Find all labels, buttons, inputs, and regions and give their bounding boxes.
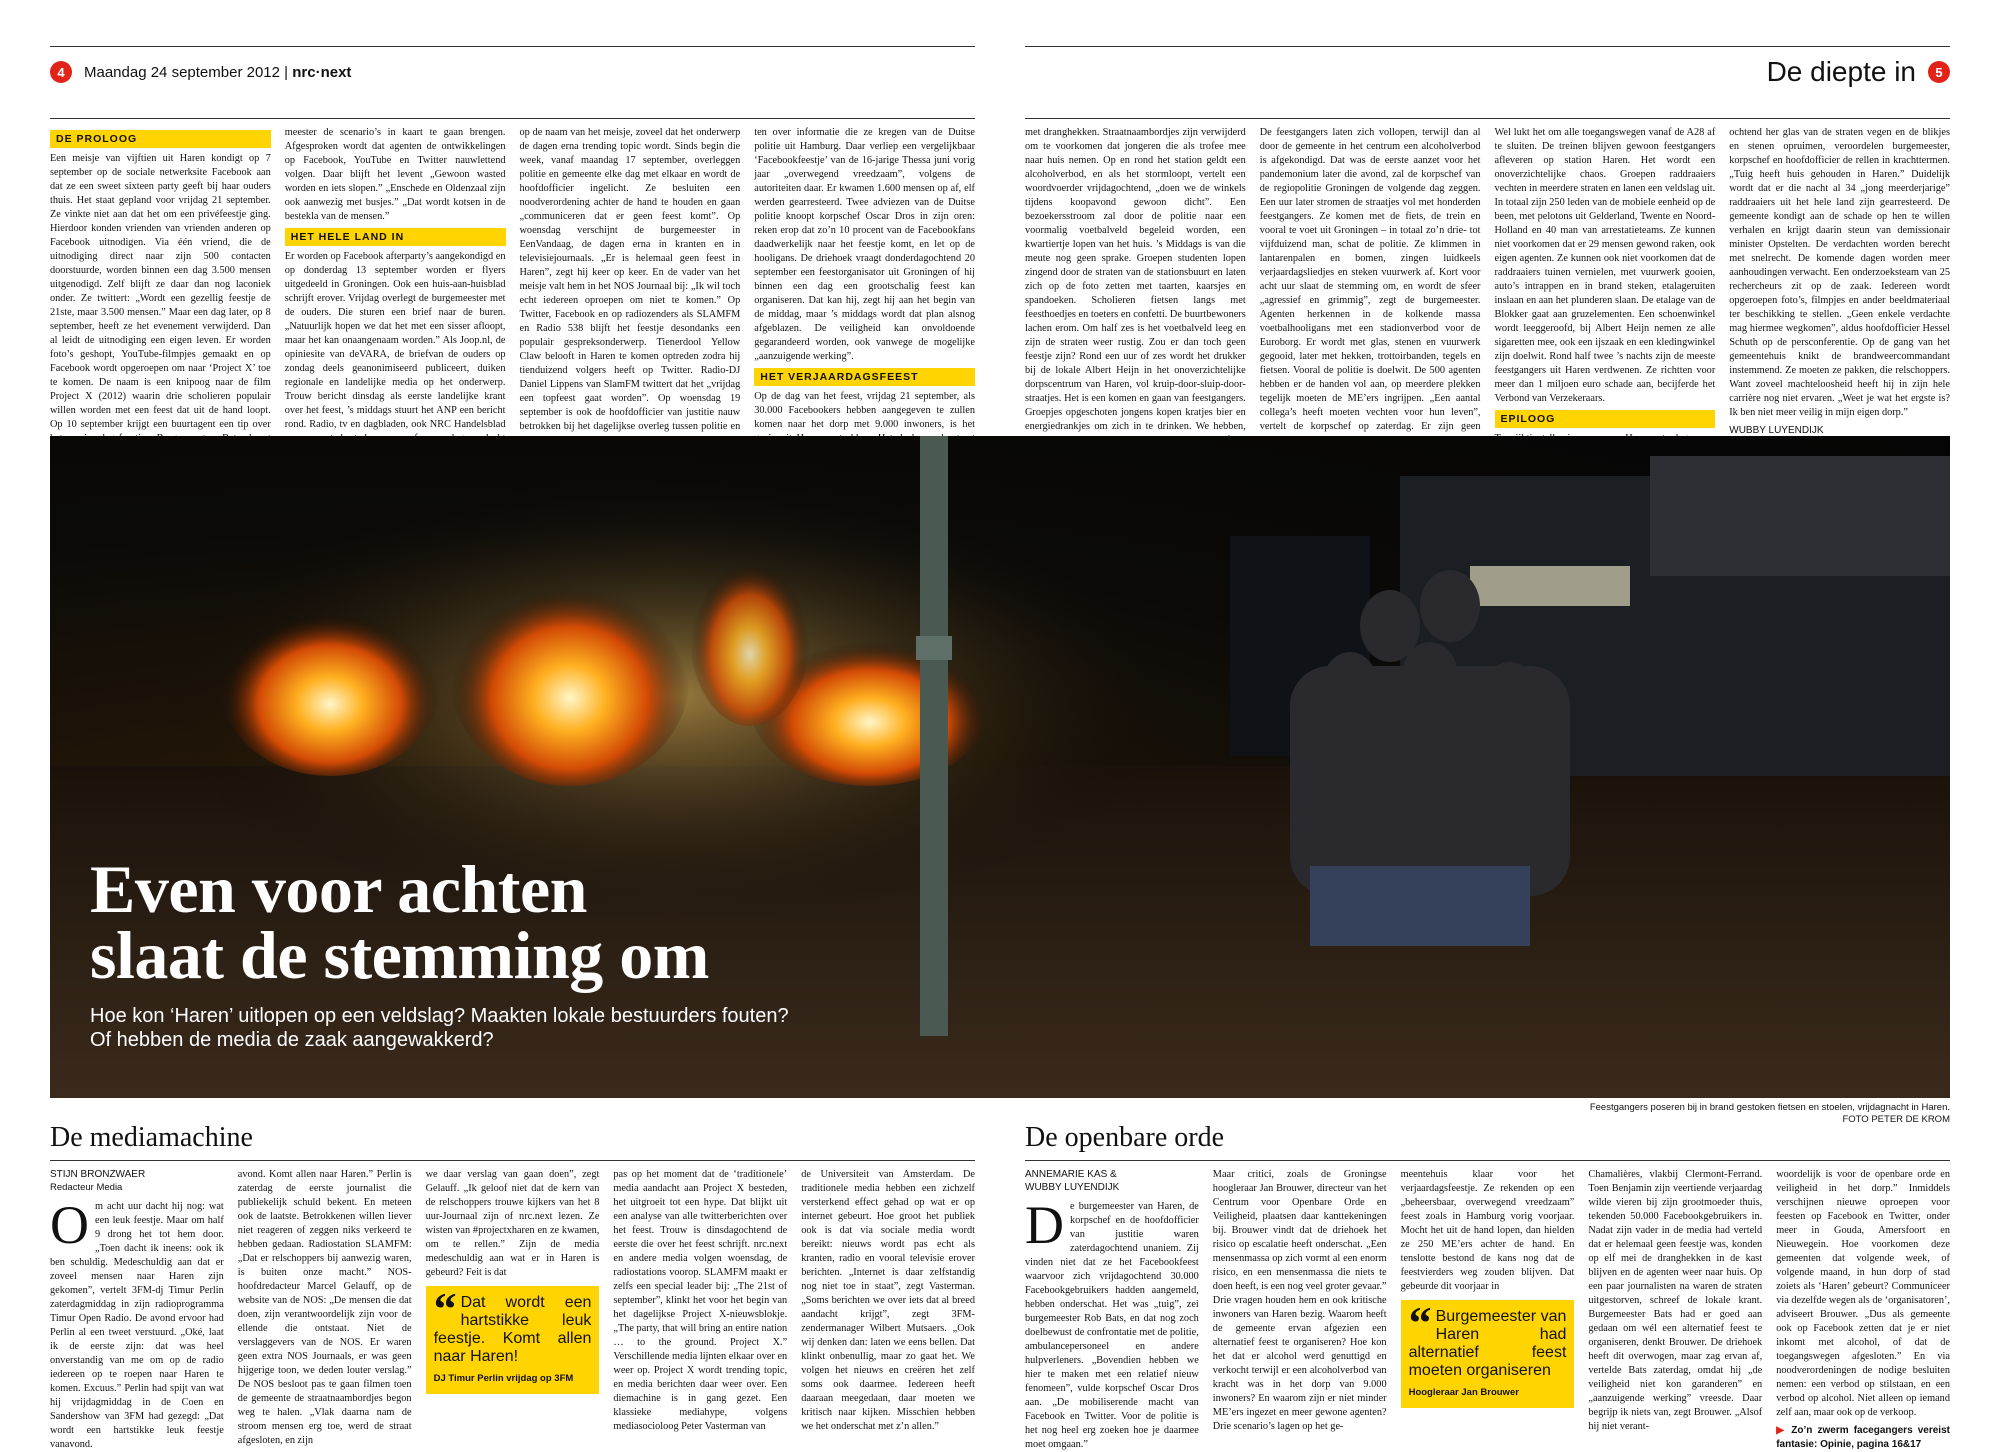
- cross-reference-text: Zo’n zwerm facegangers vereist fantasie: Opinie, pagina 16&17: [1776, 1425, 1950, 1450]
- column-text: pas op het moment dat de ‘traditionele’ media aandacht aan Project X besteden, het uitgroeit tot een hype. Dat blijkt uit een analyse van alle twitterberichten over het feest. Trouw is dinsdagochtend de eerste die over het feest schrijft. nrc.next en andere media volgen woensdag, de radiostations voorop. SLAMFM maakt er zelfs een special leader bij: „The 21st of september”, klinkt het voor het begin van het dagelijkse Project X-nieuwsblokje. „The party, that will bring an entire nation … to the ground. Project X.” Verschillende media lijnten elkaar over en weer op. Project X wordt trending topic, en media berichten daar weer over. Een diemachine is in gang gezet. Een klassieke mediahype, volgens mediasocioloog Peter Vasterman van: [613, 1169, 788, 1432]
- byline-role: Redacteur Media: [50, 1182, 123, 1193]
- column-text: met dranghekken. Straatnaambordjes zijn verwijderd om te voorkomen dat jongeren die als trofee mee naar huis nemen. Op en rond het station geldt een alcoholverbod, en als het stormloopt, vertelt een woordvoerder vrijdagochtend, „doen we de winkels tijdens koopavond gewoon dicht”. Een bezoekersstroom zal door de politie naar een voormalig voetbalveld begeleid worden, een kwartiertje lopen van het huis. ’s Middags is van die meute nog geen sprake. Groepen studenten lopen zingend door de straten van de stationsbuurt en laten zich op de foto zetten met taarten, kaarsjes en spandoeken. Scholieren fietsen langs met feesthoedjes en toeters en confetti. De buurtbewoners lachen erom. Om half zes is het voetbalveld leeg en zijn de straten weer rustig. Zou er dan toch geen feestje zijn? Rond een uur of zes wordt het drukker bij de lokale Albert Heijn in het onoverzichtelijke dorpscentrum van Haren, vol kruip-door-sluip-door-straatjes. Het is een komen en gaan van feestgangers. Groepjes opgeschoten jongens kopen kratjes bier en energiedrankjes om zich in te drinken. We hebben,: [1025, 127, 1246, 432]
- section-title: De diepte in: [1766, 56, 1916, 87]
- column-text: ten over informatie die ze kregen van de Duitse politie uit Hamburg. Daar verliep een vergelijkbaar ‘Facebookfeestje’ van de 16-jarige Thessa juni vorig jaar „overwegend vreedzaam”, volgens de autoriteiten daar. Er kwamen 1.600 mensen op af, elf werden gearresteerd. Twee adviezen van de Duitse politie knoopt korpschef Oscar Dros in zijn oren: reken erop dat zo’n 10 procent van de Facebookfans daadwerkelijk naar het feestje komt, en let op de hooligans. De driehoek vraagt donderdagochtend 20 september een feestorganisator uit Groningen of hij binnen een dag een grootschalig feest kan organiseren. Dat kan hij, zegt hij aan het begin van de middag, maar ’s middags wordt dat plan alsnog afgeblazen. De veiligheid kan onvoldoende gegarandeerd worden, ook vanwege de mogelijke „aanzuigende werking”.: [754, 127, 975, 362]
- column-text: op de naam van het meisje, zoveel dat het onderwerp de dagen erna trending topic wordt. Sinds begin die week, vanaf maandag 17 september, overleggen politie en gemeente elke dag met elkaar en wordt de hoofdofficier ingelicht. Ze besluiten een noodverordening achter de hand te houden en gaan „communiceren dat er geen feest komt”. Op woensdag verschijnt de burgemeester in EenVandaag, de dagen erna in kranten en in televisiejournaals. „Er is helemaal geen feest in Haren”, zegt hij keer op keer. En de vader van het meisje valt hem in het NOS Journaal bij: „Ik wil toch echt iedereen oproepen om niet te komen.” Op Twitter, Facebook en op radiozenders als SLAMFM en Radio 538 blijft het feestje desondanks een populair gespreksonderwerp. Tienerdool Yellow Claw belooft in Haren te komen optreden zodra hij tienduizend volgers heeft op Twitter. Radio-DJ Daniel Lippens van SlamFM twittert dat het „vrijdag een topfeest gaat worden”. Op woensdag 19 september is ook de hoofdofficier van justitie nauw betrokken bij het dagelijkse overleg tussen politie en: [519, 127, 741, 432]
- left-page-header: [50, 56, 1010, 88]
- kicker-hele-land: HET HELE LAND IN: [285, 228, 506, 246]
- timeline-left-columns: [50, 126, 975, 432]
- kicker-proloog: DE PROLOOG: [50, 130, 271, 148]
- timeline-column-7: [1495, 126, 1716, 428]
- standfirst: [90, 1004, 789, 1052]
- standfirst-line-1: Hoe kon ‘Haren’ uitlopen op een veldslag? Maakten lokale bestuurders fouten?: [90, 1005, 789, 1027]
- media-section-rule: [50, 1160, 975, 1161]
- media-column-2: [237, 1168, 412, 1446]
- standfirst-line-2: Of hebben de media de zaak aangewakkerd?: [90, 1029, 494, 1051]
- column-text: ochtend her glas van de straten vegen en de blikjes en stenen opruimen, veroordelen burgemeester, korpschef en hoofdofficier de rellen in krachttermen. „Tuig heeft huis gehouden in Haren.” Duidelijk wordt dat er die nacht al 34 „jong meerderjarige” raddraaiers uit het hele land zijn gearresteerd. De gemeente kondigt aan de schade op hen te willen verhalen en krijgt daarin steun van demissionair minister Opstelten. De verdachten worden berecht met snelrecht. De komende dagen worden meer aanhoudingen verwacht. Een onderzoeksteam van 25 rechercheurs zit op de zaak. Iedereen wordt opgeroepen foto’s, filmpjes en ander beeldmateriaal ter beschikking te stellen. „Geen enkele verdachte mag hiermee wegkomen”, aldus hoofdofficier Hessel Schuth op de persconferentie. Op de gang van het gemeentehuis knikt de brandweercommandant instemmend. Ze moeten ze pakken, die relschoppers. Want zoveel machteloosheid heeft hij in zijn hele carrière nog niet ervaren. „Weet je wat het ergste is? Ik ben niet meer veilig in mijn eigen dorp.”: [1729, 127, 1950, 418]
- right-top-rule: [1025, 118, 1950, 119]
- byline-author-2: WUBBY LUYENDIJK: [1025, 1182, 1120, 1193]
- headline-line-1: Even voor achten: [90, 851, 587, 927]
- quote-author: Hoogleraar Jan Brouwer: [1408, 1387, 1519, 1398]
- column-text: Er worden op Facebook afterparty’s aangekondigd en op donderdag 13 september worden er flyers uitgedeeld in Groningen. Ook een huis-aan-huisblad schrijft erover. Vrijdag overlegt de burgemeester met de ouders. Die sturen een brief naar de buren. „Natuurlijk hopen we dat het met een sisser afloopt, maar het kan onaangenaam worden.” Als Joop.nl, de opiniesite van deVARA, de briefvan de ouders op zondag deels geanonimiseerd publiceert, duiken regionale en landelijke media op het onderwerp. Trouw bericht dinsdag als eerste landelijke krant over het feest, ’s middags stuurt het ANP een bericht rond. Radio, tv en dagbladen, ook NRC Handelsblad: [284, 251, 506, 430]
- column-text: de Universiteit van Amsterdam. De traditionele media hebben een zichzelf versterkend effect gehad op wat er op internet gebeurt. Hoe groot het publiek ook is dat via sociale media wordt bereikt: nieuws wordt pas echt als kranten, radio en vooral televisie erover berichten. „Internet is daar zelfstandig nog niet toe in staat”, zegt Vasterman. „Soms berichten we over iets dat al breed aandacht krijgt”, zegt 3FM-zendermanager Wilbert Mutsaers. „Ook wij denken dan: laten we eens bellen. Dat klinkt onbenullig, maar zo gaat het. We volgen het nieuws en creëren het zelf soms ook daarmee. Iedereen heeft daaraan meegedaan, daar moeten we kritisch naar kijken. Misschien hebben we het onderschat met z’n allen.”: [801, 1169, 975, 1432]
- left-top-rule: [50, 118, 975, 119]
- right-header-rule: [1025, 46, 1950, 47]
- photo-caption: [1590, 1102, 1950, 1126]
- date-text: Maandag 24 september 2012: [84, 63, 280, 81]
- right-page-header: [990, 56, 1950, 88]
- order-column-4: [1588, 1168, 1763, 1432]
- media-lead: [50, 1195, 224, 1452]
- headline-line-2: slaat de stemming om: [90, 917, 709, 993]
- column-text: Een meisje van vijftien uit Haren kondigt op 7 september op de sociale netwerksite Facebook aan dat ze een sweet sixteen party geeft bij haar ouders thuis. Het staat gepland voor vrijdag 21 september. Ze vinkte niet aan dat het om een privéfeestje ging. Hierdoor konden vrienden van vrienden anderen op Facebook uitnodigen. Via één vriend, die de uitnodiging direct naar zijn 500 contacten doorstuurde, worden binnen een dag 3.500 mensen uitgenodigd. Zelf blijft ze daar dan nog laconiek onder. Ze twittert: „Wordt een gezellig feestje de 21ste, maar 3.500 mensen.” Maar een dag later, op 8 september, heeft ze het evenement verwijderd. Dan al leidt de uitnodiging een eigen leven. Er worden foto’s geshopt, YouTube-filmpjes gemaakt en op Facebook wordt opgeroepen om naar ‘Project X’ toe te komen. De naam is een knipoog naar de film Project X (2012) waarin drie scholieren populair willen worden met een feest dat uit de hand loopt. Op 10 september krijgt een buurtagent een tip over: [50, 153, 271, 430]
- media-column-5: [801, 1168, 975, 1432]
- timeline-column-3: [519, 126, 741, 432]
- order-lead: [1025, 1195, 1199, 1452]
- media-column-4: [613, 1168, 788, 1432]
- quote-mark-icon: “: [1408, 1297, 1432, 1348]
- riot-photo-illustration: [50, 436, 1950, 1098]
- column-text: m acht uur dacht hij nog: wat een leuk feestje. Maar om half 9 drong het tot hem door. „Toen dacht ik ineens: ook ik ben schuldig. Medeschuldig aan dat er zoveel mensen naar Haren zijn gekomen”, vertelt 3FM-dj Timur Perlin zaterdagmiddag in zijn radioprogramma Timur Open Radio. De avond ervoor had Perlin al een tweet verstuurd. „Oké, laat ik de eerste zijn: dat was heel onverstandig van me om op de radio iedereen op te roepen naar Haren te komen. Excuus.” Perlin had spijt van wat hij vrijdagmiddag in de Coen en Sandershow van 3FM had gezegd: „Dat wordt een hartstikke leuk feestje vanavond.: [50, 1201, 224, 1450]
- quote-text: Burgemeester van Haren had alternatief feest moeten organiseren: [1408, 1308, 1567, 1379]
- byline-author: STIJN BRONZWAER: [50, 1169, 146, 1180]
- pull-quote: [426, 1283, 600, 1394]
- timeline-column-5: [1025, 126, 1246, 432]
- headline: [90, 851, 709, 993]
- order-byline: [1025, 1168, 1199, 1194]
- order-column-1: [1025, 1168, 1199, 1450]
- media-columns: [50, 1168, 975, 1450]
- order-column-3: [1401, 1168, 1575, 1426]
- column-text: Chamalières, vlakbij Clermont-Ferrand. Toen Benjamin zijn veertiende verjaardag wilde vieren bij zijn grootmoeder thuis, tekenden 50.000 Facebookgebruikers in. Nadat zijn vader in de media had verteld dat er helemaal geen feestje was, konden op elf mei de dranghekken in de kast blijven en de agenten weer naar huis. Op een paar journalisten na waren de straten uitgestorven, schreef de lokale krant. Burgemeester Bats had er goed aan gedaan om wél een alternatief feest te organiseren, denkt Brouwer. De driehoek heeft dit overwogen, maar zag ervan af, vertelde Bats zaterdag, omdat hij „de veiligheid niet kon garanderen” en „aanzuigende werking” vreesde. Daar begrijp ik niets van, zegt Brouwer. „Alsof hij niet verant-: [1588, 1169, 1763, 1432]
- right-page-number: 5: [1928, 61, 1950, 83]
- column-text: woordelijk is voor de openbare orde en veiligheid in het dorp.” Inmiddels verschijnen nieuwe oproepen voor feesten op Facebook en Twitter, onder meer in Gouda, Amersfoort en Nieuwegein. Hoe voorkomen deze gemeenten dat volgende week, of volgende maand, in hun dorp of stad zoiets als ‘Haren’ gebeurt? Communiceer via dezelfde wegen als de ‘organisatoren’, adviseert Brouwer. „Dus als gemeente ook op Facebook zetten dat je er niet inkomt met alcohol, of dat de toegangswegen afgesloten.” En via noodverordeningen de nodige besluiten nemen: een verbod op stilstaan, en een verbod op alcohol. Niet alleen op iemand zelf aan, maar ook op de verkoop.: [1776, 1169, 1950, 1418]
- order-section-rule: [1025, 1160, 1950, 1161]
- timeline-right-columns: [1025, 126, 1950, 436]
- media-byline: [50, 1168, 224, 1194]
- byline-author-1: ANNEMARIE KAS &: [1025, 1169, 1117, 1180]
- order-column-5: [1776, 1168, 1950, 1450]
- left-page-number: 4: [50, 61, 72, 83]
- main-photo: [50, 436, 1950, 1098]
- byline-author: WUBBY LUYENDIJK: [1729, 425, 1824, 436]
- cross-reference[interactable]: [1776, 1424, 1950, 1452]
- quote-text: Dat wordt een hartstikke leuk feestje. Komt allen naar Haren!: [433, 1294, 592, 1365]
- kicker-epiloog: EPILOOG: [1495, 410, 1716, 428]
- caption-text: Feestgangers poseren bij in brand gestoken fietsen en stoelen, vrijdagnacht in Haren.: [1589, 1102, 1950, 1113]
- timeline-column-6: [1259, 126, 1481, 432]
- dropcap: O: [50, 1195, 89, 1255]
- paper-name: nrc·next: [292, 63, 352, 81]
- photo-credit: FOTO PETER DE KROM: [1842, 1114, 1950, 1125]
- column-text: Maar critici, zoals de Groningse hoogleraar Jan Brouwer, directeur van het Centrum voor Openbare Orde en Veiligheid, plaatsen daar kanttekeningen bij. Brouwer vindt dat de driehoek het risico op escalatie heeft onderschat. „Een mensenmassa op zich vormt al een enorm risico, en een mensenmassa die niets te doen heeft, is een nog veel groter gevaar.” Drie vragen houden hem en ook kritische inwoners van Haren bezig. Waarom heeft de gemeente ervan afgezien een alternatief feest te organiseren? Hoe kon het dat er alcohol werd genuttigd en verkocht terwijl er een alcoholverbod van kracht was in het dorp van 9.000 inwoners? En waarom zijn er niet minder ME’ers ingezet en meer gewone agenten? Drie scenario’s lagen op het ge-: [1212, 1169, 1387, 1432]
- timeline-column-8: [1729, 126, 1950, 436]
- kicker-verjaardagsfeest: HET VERJAARDAGSFEEST: [754, 368, 975, 386]
- column-text: Wel lukt het om alle toegangswegen vanaf de A28 af te sluiten. De treinen blijven gewoon feestgangers afleveren op station Haren. Het wordt een onoverzichtelijke chaos. Groepen raddraaiers vechten in meerdere straten en lanen een veldslag uit. In totaal zijn 250 leden van de mobiele eenheid op de been, met pelotons uit Gelderland, Twente en Noord-Holland en 40 man van arrestatieteams. Ze kunnen niet voorkomen dat er 29 mensen gewond raken, ook eigen agenten. Ze kunnen ook niet voorkomen dat de raddraaiers tuinen vernielen, met vuurwerk gooien, auto’s intrappen en in brand steken, etalageruiten inslaan en aan het plunderen slaan. De etalage van de Blokker gaat aan gruzelementen. Een schoenwinkel wordt leeggeroofd, bij Albert Heijn nemen ze alle sigaretten mee, ook een ijszaak en een kledingwinkel zijn doelwit. Rond half twee ’s nachts zijn de meeste feestgangers uit Haren verdwenen. Ze richtten voor meer dan 1 miljoen euro schade aan, becijferde het Verbond van Verzekeraars.: [1494, 127, 1716, 404]
- column-text: meester de scenario’s in kaart te gaan brengen. Afgesproken wordt dat agenten de ontwikkelingen op Facebook, YouTube en Twitter nauwlettend volgen. Daar blijft het levent „Gewoon wasted worden en iets slopen.” „Enschede en Oldenzaal zijn ook aanwezig met busjes.” „Dat wordt kotsen in de bestekla van de mensen.”: [284, 127, 506, 222]
- column-text: De feestgangers laten zich vollopen, terwijl dan al door de gemeente in het centrum een alcoholverbod is afgekondigd. Dat was de eerste aanzet voor het pandemonium later die avond, zal de korpschef van de regiopolitie Groningen de volgende dag zeggen. Een uur later stromen de straatjes vol met honderden feestgangers. Ze komen met de fiets, de trein en vooral te voet uit Groningen – in totaal zo’n drie- tot vijfduizend man, schat de politie. Ze klimmen in lantarenpalen en bomen, zingen luidkeels verjaardagsliedjes en steken vuurwerk af. Kort voor acht uur slaat de stemming om, en wordt de sfeer „agressief en grimmig”, zegt de burgemeester. Agenten herkennen in de kolkende massa voetbalhooligans met een stadionverbod voor de Euroborg. Er wordt met glas, stenen en vuurwerk gegooid, later met hekken, trottoirbanden, tegels en fietsen. Vooral de politie is doelwit. De 500 agenten hebben er de handen vol aan, op meerdere plekken tegelijk moeten de ME’ers ingrijpen. „Een aantal collega’s heeft moeten vechten voor hun leven”, vertelt de korpschef op zaterdag. Er zijn geen: [1259, 127, 1481, 432]
- left-header-rule: [50, 46, 975, 47]
- order-column-2: [1212, 1168, 1387, 1432]
- arrow-icon: ▶: [1776, 1425, 1792, 1436]
- column-text: meentehuis klaar voor het verjaardagsfeestje. Ze rekenden op een „beheersbaar, overwegend vreedzaam” feest zoals in Hamburg vorig voorjaar. Mocht het uit de hand lopen, dan hielden ze 250 ME’ers achter de hand. En tenslotte bestond de kans nog dat de feestvierders weg zouden blijven. Dat gebeurde dit voorjaar in: [1400, 1169, 1575, 1292]
- order-columns: [1025, 1168, 1950, 1450]
- pull-quote: [1401, 1297, 1575, 1408]
- page-date: Maandag 24 september 2012 | nrc·next: [84, 63, 352, 81]
- media-section-title: De mediamachine: [50, 1122, 253, 1153]
- column-text: e burgemeester van Haren, de korpschef en de hoofdofficier van justitie waren zaterdagochtend unaniem. Zij vinden niet dat ze het Facebookfeest waarvoor zich vrijdagochtend 30.000 Facebookgebruikers hadden aangemeld, hebben onderschat. Het was „tuig”, zei burgemeester Rob Bats, en dat nog zoch doelbewust de confrontatie met de politie, ambulancepersoneel en andere hulpverleners. „Bovendien hebben we hier te maken met een relatief nieuw fenomeen”, vulde korpschef Oscar Dros aan. „De mobiliserende macht van Facebook en Twitter. Voor de politie is het nog heel erg zoeken hoe je daarmee moet omgaan.”: [1025, 1201, 1199, 1450]
- timeline-column-2: [285, 126, 506, 428]
- quote-mark-icon: “: [433, 1283, 457, 1334]
- timeline-column-4: [754, 126, 975, 428]
- column-text: avond. Komt allen naar Haren.” Perlin is zaterdag de eerste journalist die publiekelijk schuld bekent. En meteen ook de laatste. Betrokkenen willen liever niet reageren of zeggen niks verkeerd te hebben gedaan. Radiostation SLAMFM: „Dat er relschoppers bij aanwezig waren, is buiten onze macht.” NOS-hoofdredacteur Marcel Gelauff, op de website van de NOS: „De mensen die dat doen, zijn verantwoordelijk zijn voor de ellende die ontstaat. Niet de verslaggevers van de NOS. Er waren geen extra NOS Journaals, er was geen hijgerige toon, we deden louter verslag.” De NOS besloot pas te gaan filmen toen de gemeente de straatnaambordjes begon weg te halen. „Vlak daarna nam de stroom mensen erg toe, werd de straat afgesloten, en zijn: [237, 1169, 412, 1446]
- order-section-title: De openbare orde: [1025, 1122, 1225, 1153]
- column-text: we daar verslag van gaan doen”, zegt Gelauff. „Ik geloof niet dat de kern van de relschoppers trouwe kijkers van het 8 uur-Journaal zijn of nrc.next lezen. Ze wisten van #projectxharen en ze kwamen, om te rellen.” Zijn de media medeschuldig aan wat er in Haren is gebeurd? Feit is dat: [425, 1169, 600, 1278]
- media-column-1: [50, 1168, 224, 1450]
- quote-author: DJ Timur Perlin vrijdag op 3FM: [433, 1373, 574, 1384]
- dropcap: D: [1025, 1195, 1064, 1255]
- timeline-column-1: [50, 126, 271, 428]
- media-column-3: [426, 1168, 600, 1426]
- column-text: Op de dag van het feest, vrijdag 21 september, als 30.000 Facebookers hebben aangegeven te zullen komen naar het dorp met 9.000 inwoners, is het: [754, 391, 975, 430]
